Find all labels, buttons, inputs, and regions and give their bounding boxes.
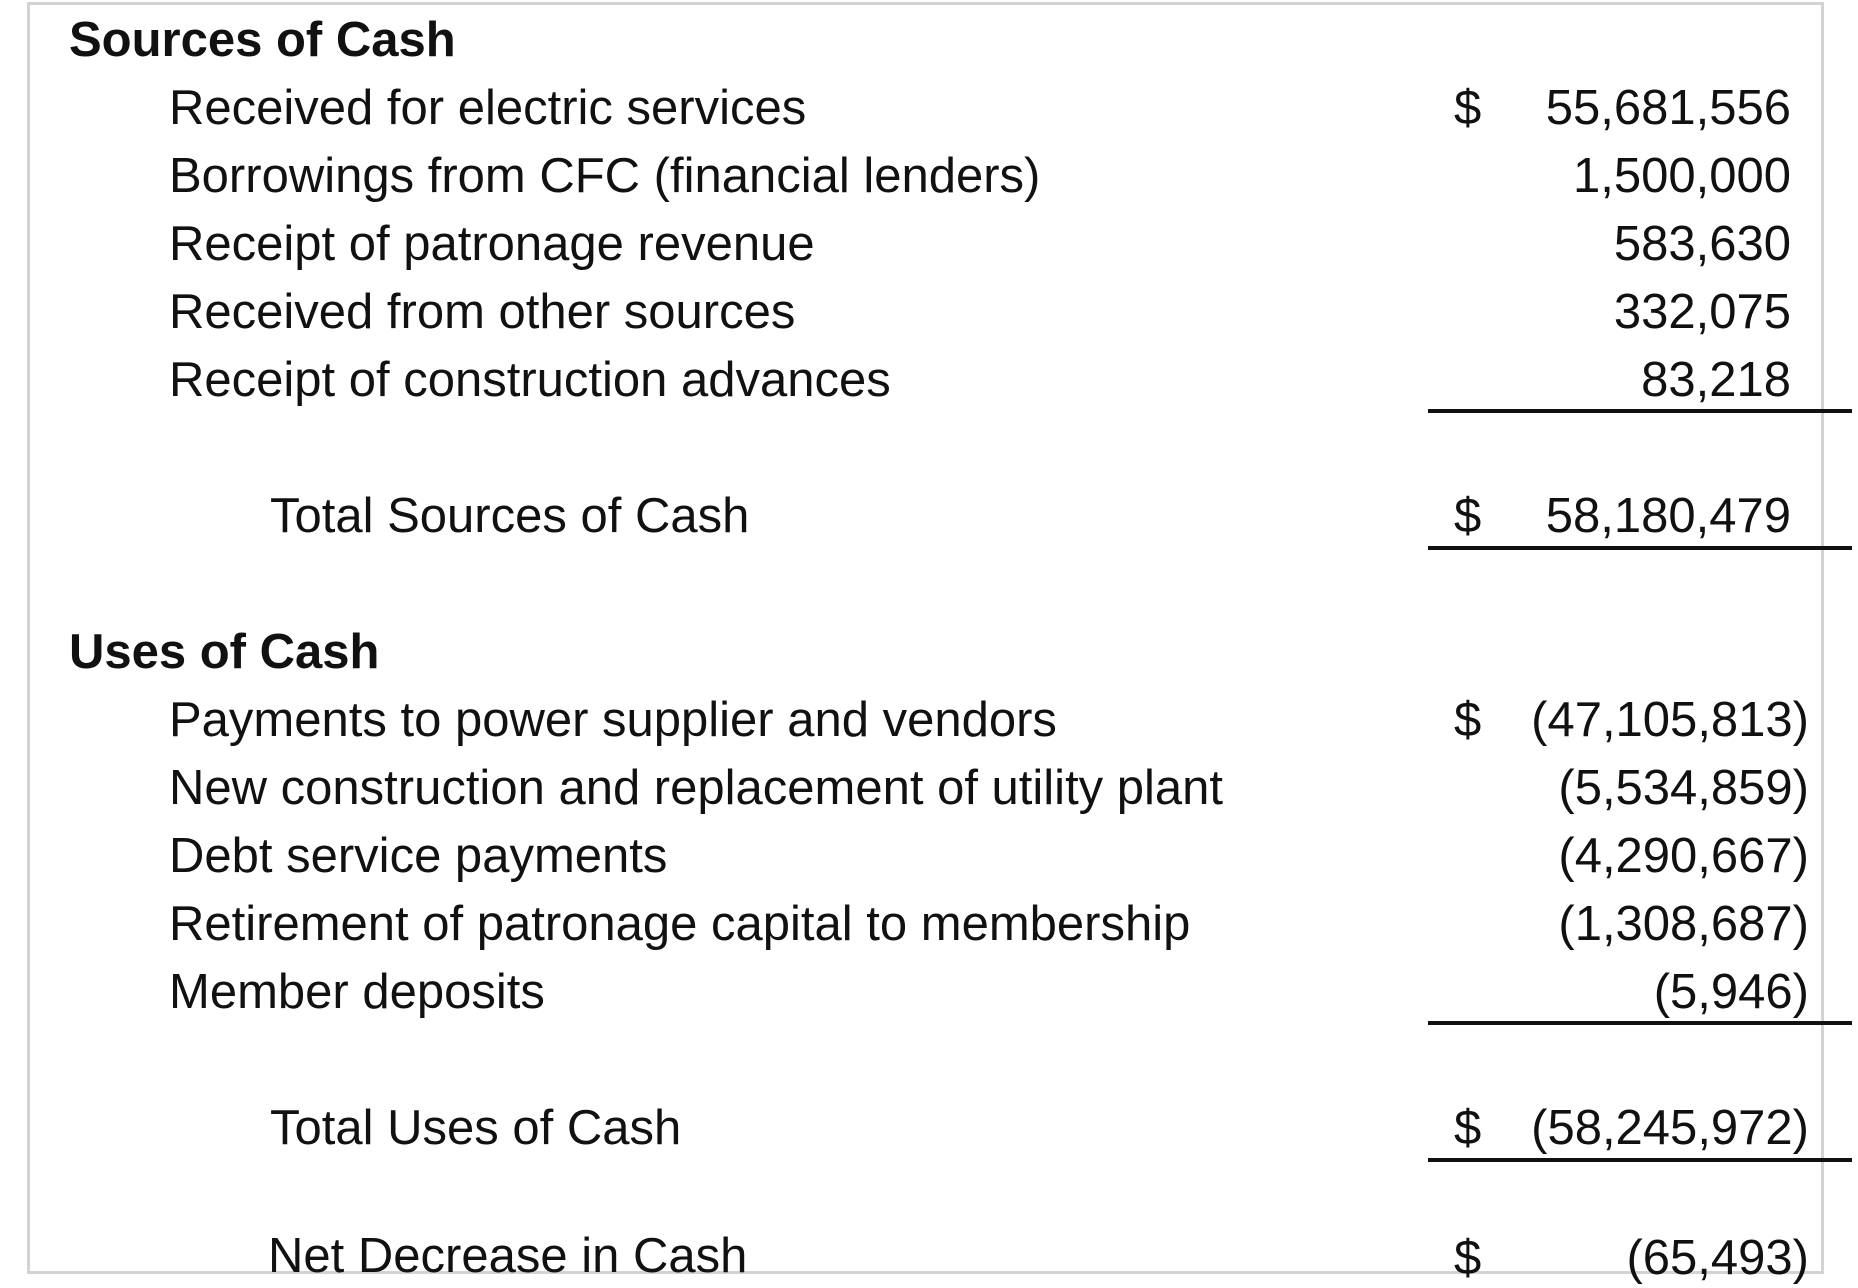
uses-total-rule: [1428, 1158, 1852, 1162]
cash-flow-statement: [27, 2, 1824, 1285]
sources-item-dollar-sign: $: [1454, 81, 1482, 135]
uses-item-amount: (5,946): [1653, 965, 1809, 1019]
uses-item-amount: (5,534,859): [1558, 761, 1809, 815]
sources-total-amount: 58,180,479: [1545, 489, 1791, 543]
sources-total-rule: [1428, 546, 1852, 550]
sources-item-label: Receipt of construction advances: [169, 353, 891, 407]
uses-item-amount: (4,290,667): [1558, 829, 1809, 883]
uses-item-dollar-sign: $: [1454, 693, 1482, 747]
sources-total-label: Total Sources of Cash: [270, 489, 750, 543]
sources-item-amount: 583,630: [1613, 217, 1791, 271]
uses-item-label: Member deposits: [169, 965, 545, 1019]
sources-subtotal-rule: [1428, 409, 1852, 413]
uses-item-amount: (1,308,687): [1558, 897, 1809, 951]
net-decrease-dollar-sign: $: [1454, 1231, 1482, 1285]
sources-item-label: Received for electric services: [169, 81, 807, 135]
sources-heading: Sources of Cash: [69, 13, 456, 67]
sources-item-label: Receipt of patronage revenue: [169, 217, 815, 271]
uses-item-label: Payments to power supplier and vendors: [169, 693, 1057, 747]
net-decrease-label: Net Decrease in Cash: [268, 1229, 748, 1283]
uses-total-amount: (58,245,972): [1531, 1101, 1809, 1155]
sources-item-label: Borrowings from CFC (financial lenders): [169, 149, 1041, 203]
sources-item-label: Received from other sources: [169, 285, 796, 339]
net-decrease-amount: (65,493): [1626, 1231, 1809, 1285]
uses-total-label: Total Uses of Cash: [270, 1101, 682, 1155]
uses-subtotal-rule: [1428, 1021, 1852, 1025]
sources-total-dollar-sign: $: [1454, 489, 1482, 543]
uses-item-label: Retirement of patronage capital to membership: [169, 897, 1191, 951]
uses-item-label: New construction and replacement of utility plant: [169, 761, 1224, 815]
uses-item-label: Debt service payments: [169, 829, 668, 883]
sources-item-amount: 83,218: [1641, 353, 1791, 407]
uses-total-dollar-sign: $: [1454, 1101, 1482, 1155]
uses-heading: Uses of Cash: [69, 625, 380, 679]
sources-item-amount: 332,075: [1613, 285, 1791, 339]
sources-item-amount: 1,500,000: [1573, 149, 1791, 203]
sources-item-amount: 55,681,556: [1545, 81, 1791, 135]
uses-item-amount: (47,105,813): [1531, 693, 1809, 747]
